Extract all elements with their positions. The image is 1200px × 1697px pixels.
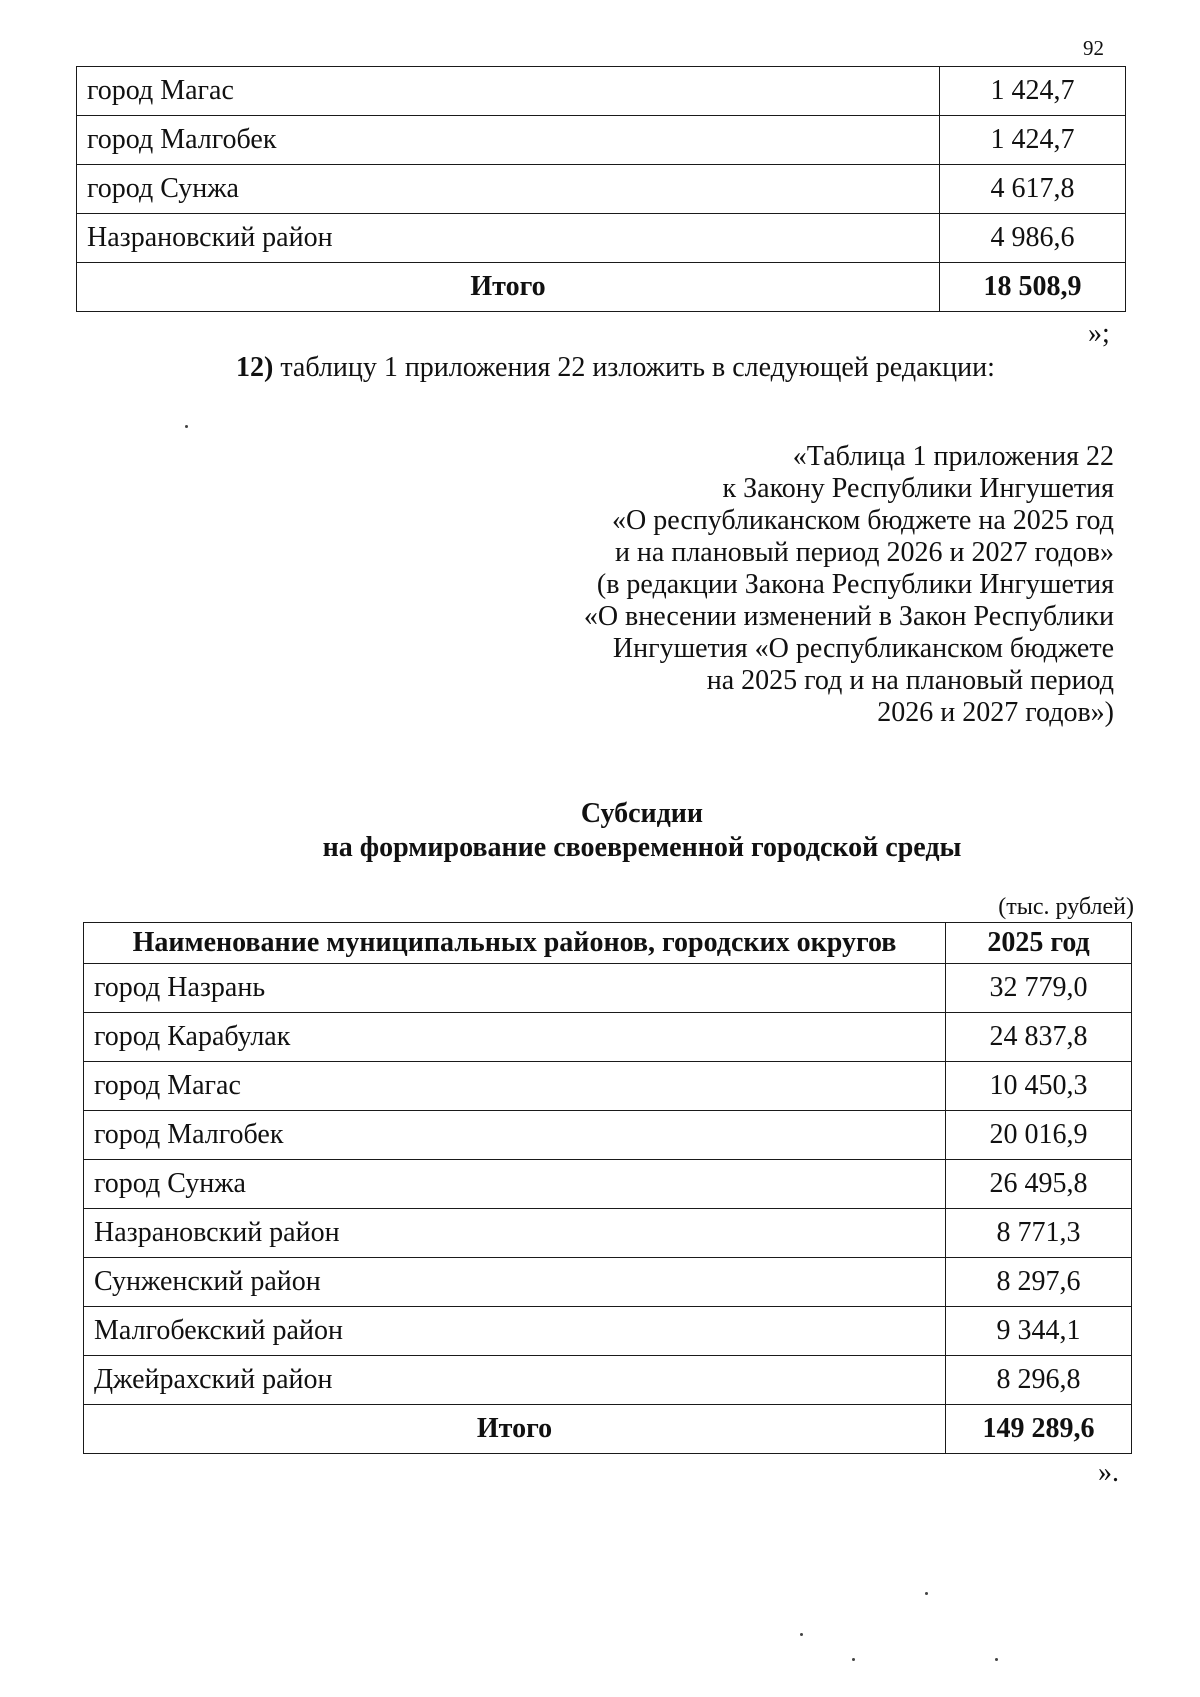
- row-name: город Малгобек: [84, 1111, 946, 1160]
- scan-speck: [852, 1658, 855, 1661]
- appendix-line: «Таблица 1 приложения 22: [792, 441, 1114, 472]
- total-row: [77, 263, 1126, 312]
- table-row: [77, 116, 1126, 165]
- row-name: Сунженский район: [84, 1258, 946, 1307]
- table-row: [84, 1209, 1132, 1258]
- table-row: [84, 1356, 1132, 1405]
- scan-speck: [995, 1658, 998, 1661]
- appendix-line: «О внесении изменений в Закон Республики: [583, 601, 1114, 632]
- subsidies-table: [83, 922, 1132, 1454]
- row-value: 10 450,3: [946, 1062, 1132, 1111]
- row-value: 8 297,6: [946, 1258, 1132, 1307]
- row-name: город Магас: [84, 1062, 946, 1111]
- table-row: [84, 1062, 1132, 1111]
- scan-speck: [185, 425, 188, 428]
- page-number: 92: [1083, 36, 1104, 60]
- table-row: [84, 1258, 1132, 1307]
- row-value: 26 495,8: [946, 1160, 1132, 1209]
- document-title: [0, 797, 1200, 865]
- row-name: город Малгобек: [77, 116, 940, 165]
- header-name: Наименование муниципальных районов, городских округов: [84, 923, 946, 964]
- total-value: 18 508,9: [940, 263, 1126, 312]
- closing-quote: »;: [1088, 318, 1110, 349]
- appendix-line: на 2025 год и на плановый период: [706, 665, 1114, 696]
- row-value: 8 296,8: [946, 1356, 1132, 1405]
- appendix-line: к Закону Республики Ингушетия: [722, 473, 1114, 504]
- row-name: город Магас: [77, 67, 940, 116]
- table-row: [84, 1307, 1132, 1356]
- row-value: 32 779,0: [946, 964, 1132, 1013]
- title-line: Субсидии: [580, 798, 704, 829]
- table-header: [84, 923, 1132, 964]
- appendix-line: 2026 и 2027 годов»): [877, 697, 1114, 728]
- table-row: [77, 214, 1126, 263]
- amendment-paragraph: [236, 352, 995, 384]
- scan-speck: [800, 1633, 803, 1636]
- table-row: [84, 964, 1132, 1013]
- row-value: 20 016,9: [946, 1111, 1132, 1160]
- table-row: [84, 1160, 1132, 1209]
- row-value: 1 424,7: [940, 116, 1126, 165]
- row-value: 4 617,8: [940, 165, 1126, 214]
- appendix-reference: [584, 441, 1114, 729]
- total-value: 149 289,6: [946, 1405, 1132, 1454]
- row-value: 4 986,6: [940, 214, 1126, 263]
- scan-speck: [925, 1592, 928, 1595]
- row-value: 9 344,1: [946, 1307, 1132, 1356]
- total-row: [84, 1405, 1132, 1454]
- title-line: на формирование своевременной городской среды: [322, 832, 962, 863]
- row-name: Назрановский район: [84, 1209, 946, 1258]
- paragraph-number: 12): [236, 352, 274, 383]
- appendix-line: Ингушетия «О республиканском бюджете: [612, 633, 1114, 664]
- table-row: [84, 1013, 1132, 1062]
- units-label: (тыс. рублей): [998, 894, 1134, 920]
- total-label: Итого: [84, 1405, 946, 1454]
- total-label: Итого: [77, 263, 940, 312]
- row-name: город Сунжа: [77, 165, 940, 214]
- appendix-line: «О республиканском бюджете на 2025 год: [612, 505, 1114, 536]
- row-value: 8 771,3: [946, 1209, 1132, 1258]
- appendix-line: (в редакции Закона Республики Ингушетия: [596, 569, 1114, 600]
- table-row: [77, 67, 1126, 116]
- table-row: [77, 165, 1126, 214]
- header-year: 2025 год: [946, 923, 1132, 964]
- table-previous-continuation: [76, 66, 1126, 312]
- row-name: город Назрань: [84, 964, 946, 1013]
- row-name: Назрановский район: [77, 214, 940, 263]
- row-value: 24 837,8: [946, 1013, 1132, 1062]
- row-name: Джейрахский район: [84, 1356, 946, 1405]
- row-value: 1 424,7: [940, 67, 1126, 116]
- closing-quote: ».: [1098, 1457, 1119, 1488]
- table-row: [84, 1111, 1132, 1160]
- appendix-line: и на плановый период 2026 и 2027 годов»: [614, 537, 1114, 568]
- row-name: город Карабулак: [84, 1013, 946, 1062]
- row-name: Малгобекский район: [84, 1307, 946, 1356]
- row-name: город Сунжа: [84, 1160, 946, 1209]
- paragraph-text: таблицу 1 приложения 22 изложить в следующей редакции:: [273, 352, 995, 383]
